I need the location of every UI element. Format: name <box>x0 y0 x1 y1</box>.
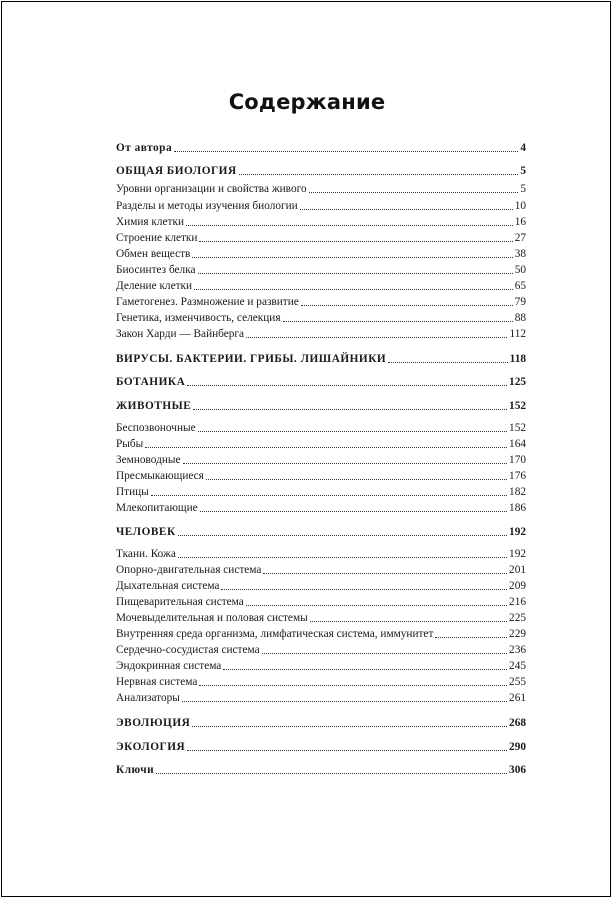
dot-leader <box>199 240 512 242</box>
toc-entry-label: Генетика, изменчивость, селекция <box>116 312 281 324</box>
toc-entry-page: 118 <box>509 353 526 365</box>
toc-entry[interactable] <box>116 435 526 451</box>
toc-entry-page: 225 <box>509 612 526 624</box>
dot-leader <box>283 320 513 322</box>
toc-entry-page: 152 <box>509 422 526 434</box>
toc-entry-label: ЖИВОТНЫЕ <box>116 400 192 412</box>
toc-entry[interactable] <box>116 467 526 483</box>
toc-entry-page: 216 <box>509 596 526 608</box>
toc-entry-label: Деление клетки <box>116 280 193 292</box>
toc-entry-page: 4 <box>520 142 526 154</box>
dot-leader <box>301 304 513 306</box>
toc-entry-label: Биосинтез белка <box>116 264 196 276</box>
toc-section-entry[interactable] <box>116 350 526 366</box>
dot-leader <box>198 430 507 432</box>
toc-entry[interactable] <box>116 625 526 641</box>
dot-leader <box>198 272 513 274</box>
toc-entry[interactable] <box>116 499 526 515</box>
toc-entry[interactable] <box>116 609 526 625</box>
toc-entry-label: Ключи <box>116 764 155 776</box>
toc-entry-label: ЭВОЛЮЦИЯ <box>116 717 191 729</box>
toc-entry-page: 306 <box>509 764 526 776</box>
toc-entry-page: 255 <box>509 676 526 688</box>
dot-leader <box>223 668 507 670</box>
toc-section-entry[interactable] <box>116 397 526 413</box>
dot-leader <box>145 446 507 448</box>
dot-leader <box>187 384 507 386</box>
toc-entry-label: БОТАНИКА <box>116 376 186 388</box>
toc-entry-label: От автора <box>116 142 173 154</box>
toc-entry-label: Химия клетки <box>116 216 185 228</box>
toc-entry-page: 164 <box>509 438 526 450</box>
toc-entry[interactable] <box>116 325 526 341</box>
toc-entry-page: 88 <box>514 312 526 324</box>
dot-leader <box>187 749 507 751</box>
toc-entry-label: Пищеварительная система <box>116 596 244 608</box>
dot-leader <box>186 224 513 226</box>
toc-entry-label: Беспозвоночные <box>116 422 196 434</box>
toc-entry[interactable] <box>116 245 526 261</box>
toc-entry-page: 201 <box>509 564 526 576</box>
toc-entry[interactable] <box>116 673 526 689</box>
dot-leader <box>151 494 507 496</box>
toc-entry-label: Строение клетки <box>116 232 198 244</box>
toc-entry[interactable] <box>116 545 526 561</box>
toc-entry[interactable] <box>116 197 526 213</box>
toc-section-entry[interactable] <box>116 162 526 178</box>
toc-entry-page: 112 <box>509 328 526 340</box>
toc-entry-label: Земноводные <box>116 454 181 466</box>
dot-leader <box>239 173 519 175</box>
toc-entry-label: Ткани. Кожа <box>116 548 176 560</box>
dot-leader <box>199 684 507 686</box>
toc-section-entry[interactable] <box>116 714 526 730</box>
toc-entry-label: Гаметогенез. Размножение и развитие <box>116 296 299 308</box>
toc-entry-label: ЭКОЛОГИЯ <box>116 741 186 753</box>
toc-entry-label: Нервная система <box>116 676 198 688</box>
toc-entry-page: 245 <box>509 660 526 672</box>
dot-leader <box>221 588 507 590</box>
dot-leader <box>194 288 513 290</box>
toc-entry-page: 268 <box>509 717 526 729</box>
toc-entry-label: Закон Харди — Вайнберга <box>116 328 245 340</box>
toc-entry[interactable] <box>116 641 526 657</box>
toc-section-entry[interactable] <box>116 373 526 389</box>
dot-leader <box>262 652 507 654</box>
dot-leader <box>246 604 507 606</box>
toc-section-entry[interactable] <box>116 139 526 155</box>
toc-section-entry[interactable] <box>116 738 526 754</box>
toc-section-entry[interactable] <box>116 761 526 777</box>
dot-leader <box>206 478 507 480</box>
toc-entry-page: 79 <box>514 296 526 308</box>
dot-leader <box>193 408 507 410</box>
toc-entry[interactable] <box>116 593 526 609</box>
toc-entry[interactable] <box>116 561 526 577</box>
toc-entry[interactable] <box>116 180 526 196</box>
toc-entry[interactable] <box>116 419 526 435</box>
dot-leader <box>263 572 507 574</box>
toc-entry[interactable] <box>116 229 526 245</box>
toc-entry-label: ОБЩАЯ БИОЛОГИЯ <box>116 165 237 177</box>
toc-entry-label: Млекопитающие <box>116 502 198 514</box>
toc-entry[interactable] <box>116 309 526 325</box>
toc-entry-page: 209 <box>509 580 526 592</box>
toc-entry-label: ЧЕЛОВЕК <box>116 526 176 538</box>
toc-entry-page: 236 <box>509 644 526 656</box>
toc-entry-label: Уровни организации и свойства живого <box>116 183 307 195</box>
toc-entry-label: Опорно-двигательная система <box>116 564 262 576</box>
toc-entry-page: 290 <box>509 741 526 753</box>
dot-leader <box>200 510 507 512</box>
toc-entry-page: 192 <box>509 548 526 560</box>
toc-entry[interactable] <box>116 261 526 277</box>
toc-entry-page: 261 <box>509 692 526 704</box>
toc-entry-label: Разделы и методы изучения биологии <box>116 200 298 212</box>
toc-entry[interactable] <box>116 483 526 499</box>
toc-entry-page: 229 <box>509 628 526 640</box>
toc-entry[interactable] <box>116 657 526 673</box>
toc-entry-page: 65 <box>514 280 526 292</box>
toc-entry-label: Эндокринная система <box>116 660 222 672</box>
toc-entry-page: 192 <box>509 526 526 538</box>
dot-leader <box>178 556 507 558</box>
toc-entry-page: 170 <box>509 454 526 466</box>
toc-entry-page: 152 <box>509 400 526 412</box>
dot-leader <box>300 208 513 210</box>
toc-entry-page: 10 <box>514 200 526 212</box>
toc-entry-label: Внутренняя среда организма, лимфатическая система, иммунитет <box>116 628 434 640</box>
toc-entry-label: Пресмыкающиеся <box>116 470 204 482</box>
dot-leader <box>435 636 507 638</box>
dot-leader <box>183 462 508 464</box>
toc-entry[interactable] <box>116 277 526 293</box>
toc-entry[interactable] <box>116 213 526 229</box>
toc-entry-page: 182 <box>509 486 526 498</box>
dot-leader <box>192 725 507 727</box>
toc-entry-page: 27 <box>514 232 526 244</box>
toc-entry-page: 186 <box>509 502 526 514</box>
dot-leader <box>178 534 507 536</box>
page-title: Содержание <box>228 90 386 114</box>
toc-entry-label: ВИРУСЫ. БАКТЕРИИ. ГРИБЫ. ЛИШАЙНИКИ <box>116 353 387 365</box>
toc-entry-label: Обмен веществ <box>116 248 191 260</box>
dot-leader <box>309 191 519 193</box>
toc-entry-label: Мочевыделительная и половая системы <box>116 612 308 624</box>
dot-leader <box>182 700 507 702</box>
toc-entry-page: 38 <box>514 248 526 260</box>
toc-entry-page: 50 <box>514 264 526 276</box>
toc-entry[interactable] <box>116 577 526 593</box>
toc-entry-page: 16 <box>514 216 526 228</box>
toc-entry-page: 125 <box>509 376 526 388</box>
toc-entry-page: 5 <box>520 183 526 195</box>
toc-entry[interactable] <box>116 293 526 309</box>
toc-entry-label: Рыбы <box>116 438 144 450</box>
dot-leader <box>388 361 507 363</box>
dot-leader <box>156 772 507 774</box>
toc-entry-page: 176 <box>509 470 526 482</box>
dot-leader <box>246 336 507 338</box>
toc-entry-page: 5 <box>520 165 526 177</box>
toc-entry[interactable] <box>116 689 526 705</box>
toc-entry[interactable] <box>116 451 526 467</box>
dot-leader <box>174 150 518 152</box>
dot-leader <box>192 256 512 258</box>
toc-entry-label: Дыхательная система <box>116 580 220 592</box>
dot-leader <box>310 620 507 622</box>
toc-section-entry[interactable] <box>116 523 526 539</box>
toc-entry-label: Анализаторы <box>116 692 180 704</box>
toc-entry-label: Сердечно-сосудистая система <box>116 644 260 656</box>
toc-entry-label: Птицы <box>116 486 149 498</box>
